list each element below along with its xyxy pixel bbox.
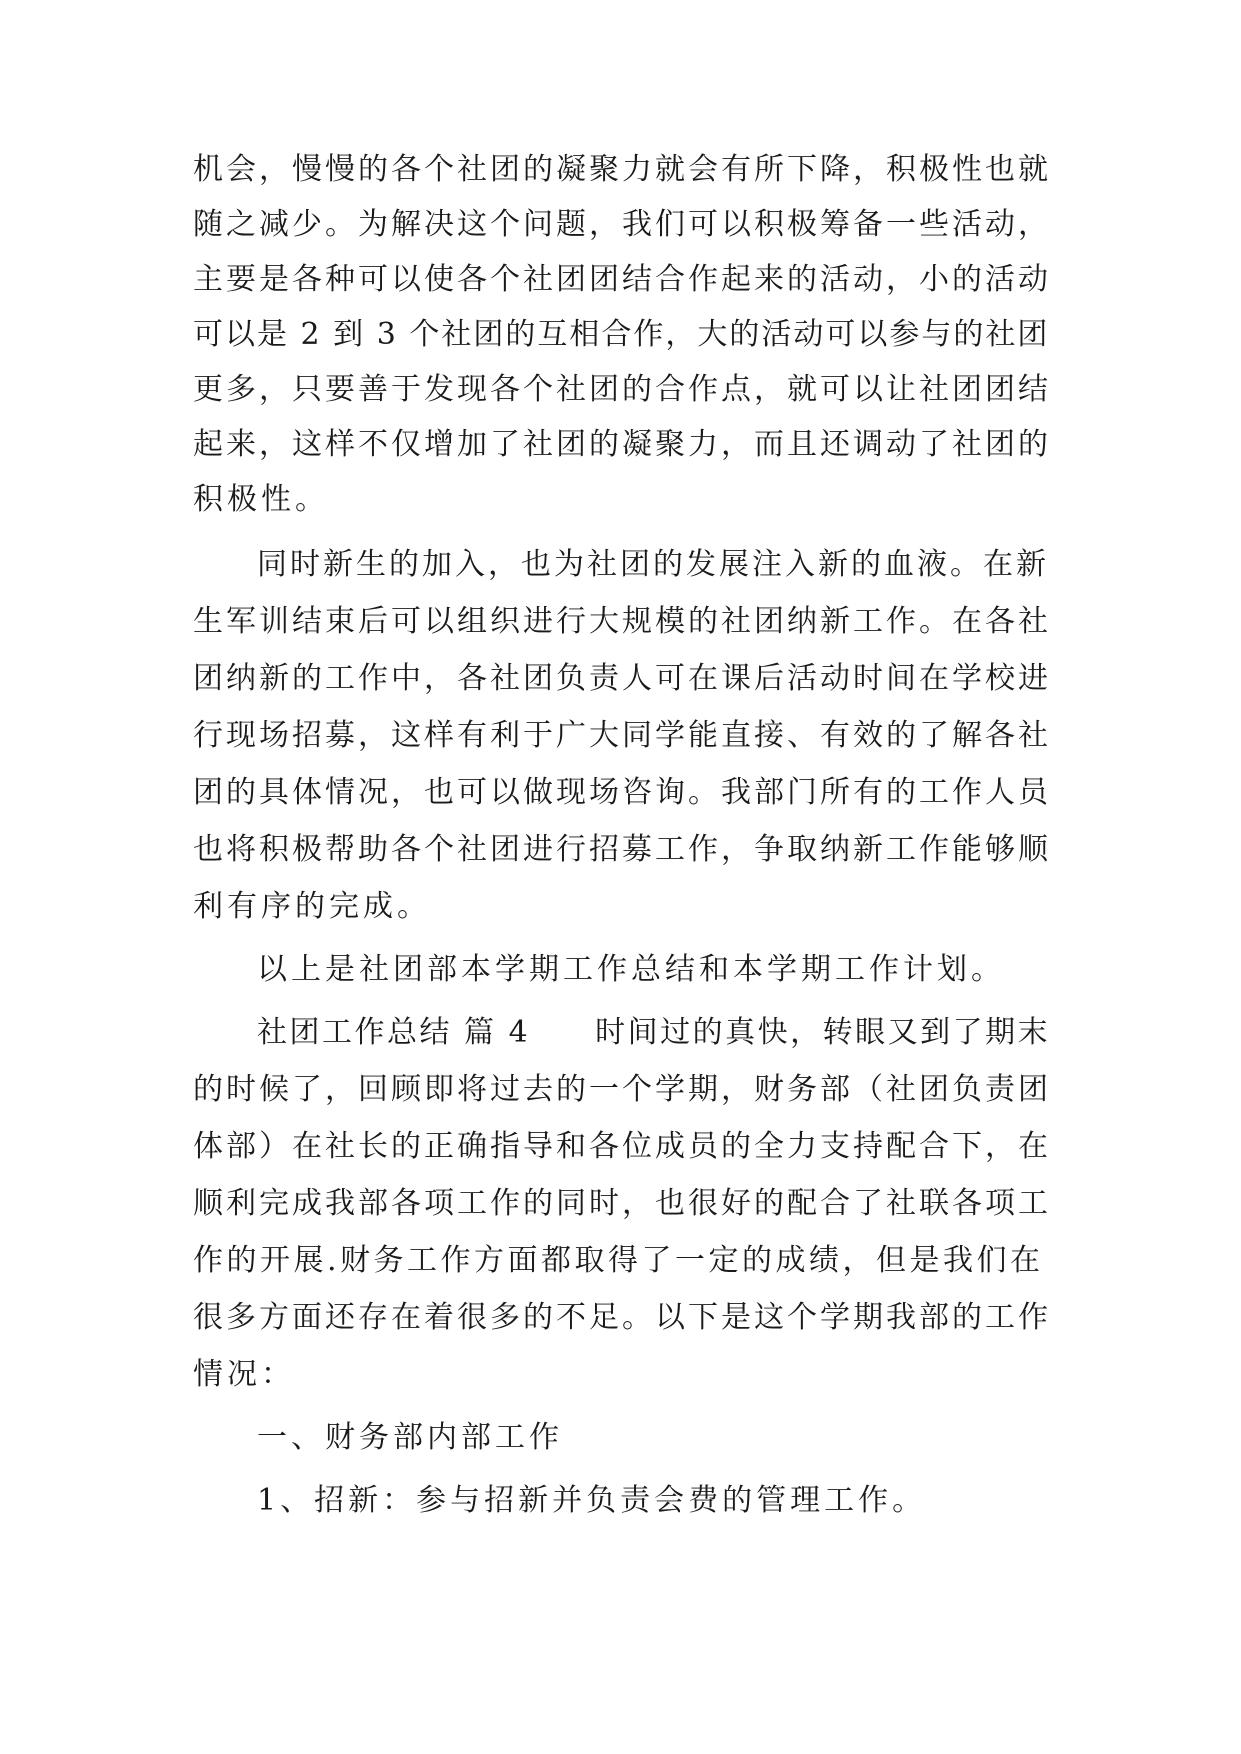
text-line: 机会，慢慢的各个社团的凝聚力就会有所下降，积极性也就 <box>193 152 1051 187</box>
text-line: 顺利完成我部各项工作的同时，也很好的配合了社联各项工 <box>193 1186 1051 1221</box>
text-line: 生军训结束后可以组织进行大规模的社团纳新工作。在各社 <box>193 604 1051 639</box>
text-line: 以上是社团部本学期工作总结和本学期工作计划。 <box>257 952 1005 987</box>
text-line: 随之减少。为解决这个问题，我们可以积极筹备一些活动， <box>193 207 1051 242</box>
text-line: 利有序的完成。 <box>193 889 431 924</box>
text-line: 主要是各种可以使各个社团团结合作起来的活动，小的活动 <box>193 262 1051 297</box>
text-line: 作的开展.财务工作方面都取得了一定的成绩，但是我们在 <box>193 1243 1044 1278</box>
text-line: 积极性。 <box>193 482 329 517</box>
text-line: 社团工作总结 篇 4 时间过的真快，转眼又到了期末 <box>257 1015 1051 1050</box>
text-line: 行现场招募，这样有利于广大同学能直接、有效的了解各社 <box>193 718 1051 753</box>
text-line: 也将积极帮助各个社团进行招募工作，争取纳新工作能够顺 <box>193 832 1051 867</box>
text-line: 团的具体情况，也可以做现场咨询。我部门所有的工作人员 <box>193 775 1051 810</box>
text-line: 起来，这样不仅增加了社团的凝聚力，而且还调动了社团的 <box>193 427 1051 462</box>
text-line: 情况： <box>193 1357 295 1392</box>
section-heading: 一、财务部内部工作 <box>257 1420 563 1455</box>
text-line: 很多方面还存在着很多的不足。以下是这个学期我部的工作 <box>193 1300 1051 1335</box>
text-line: 团纳新的工作中，各社团负责人可在课后活动时间在学校进 <box>193 661 1051 696</box>
text-line: 更多，只要善于发现各个社团的合作点，就可以让社团团结 <box>193 372 1051 407</box>
text-line: 同时新生的加入，也为社团的发展注入新的血液。在新 <box>257 547 1049 582</box>
text-line: 可以是 2 到 3 个社团的互相合作，大的活动可以参与的社团 <box>193 317 1050 352</box>
text-line: 1、招新：参与招新并负责会费的管理工作。 <box>257 1483 927 1518</box>
text-line: 体部）在社长的正确指导和各位成员的全力支持配合下，在 <box>193 1129 1051 1164</box>
text-line: 的时候了，回顾即将过去的一个学期，财务部（社团负责团 <box>193 1072 1051 1107</box>
